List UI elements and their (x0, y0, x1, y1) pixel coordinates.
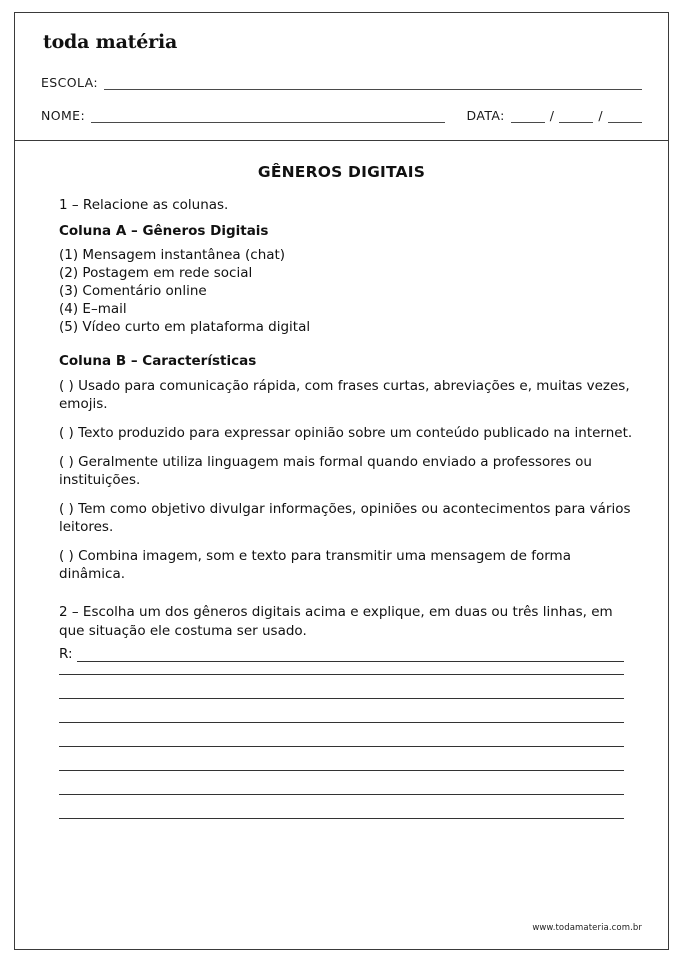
list-item: (3) Comentário online (59, 282, 207, 299)
question-2-text: 2 – Escolha um dos gêneros digitais acima e explique, em duas ou três linhas, em que situação ele costuma ser usado. (59, 604, 613, 639)
date-day-line[interactable] (511, 111, 545, 123)
answer-area (59, 646, 624, 819)
answer-first-row (59, 646, 624, 662)
date-field-group (445, 108, 642, 123)
date-slash-2: / (598, 108, 603, 123)
name-input-line[interactable] (91, 111, 444, 123)
date-year-line[interactable] (608, 111, 642, 123)
match-item-2[interactable]: ( ) Texto produzido para expressar opinião sobre um conteúdo publicado na internet. (59, 424, 633, 441)
worksheet-body (15, 141, 668, 819)
worksheet-page (14, 12, 669, 950)
list-item: (1) Mensagem instantânea (chat) (59, 247, 286, 263)
match-item-3[interactable]: ( ) Geralmente utiliza linguagem mais formal quando enviado a professores ou instituições. (59, 454, 592, 489)
date-label: DATA: (466, 108, 505, 123)
answer-line-5[interactable] (59, 745, 624, 747)
school-input-line[interactable] (104, 78, 642, 90)
column-b-title: Coluna B – Características (59, 352, 257, 369)
match-item-4[interactable]: ( ) Tem como objetivo divulgar informações, opiniões ou acontecimentos para vários leitores. (59, 501, 631, 536)
answer-line-6[interactable] (59, 769, 624, 771)
match-item-1[interactable]: ( ) Usado para comunicação rápida, com frases curtas, abreviações e, muitas vezes, emojis. (59, 377, 630, 412)
answer-line-4[interactable] (59, 721, 624, 723)
answer-line-8[interactable] (59, 817, 624, 819)
school-label: ESCOLA: (41, 75, 98, 90)
date-month-line[interactable] (559, 111, 593, 123)
match-item-5[interactable]: ( ) Combina imagem, som e texto para transmitir uma mensagem de forma dinâmica. (59, 548, 571, 583)
answer-line-7[interactable] (59, 793, 624, 795)
footer-url: www.todamateria.com.br (532, 923, 642, 933)
answer-line-2[interactable] (59, 673, 624, 675)
date-slash-1: / (549, 108, 555, 123)
school-field-row (41, 75, 642, 90)
list-item: (2) Postagem em rede social (59, 264, 253, 281)
answer-label: R: (59, 645, 73, 662)
answer-line-3[interactable] (59, 697, 624, 699)
column-a-list (59, 247, 638, 337)
name-date-field-row (41, 108, 642, 123)
page-title: GÊNEROS DIGITAIS (257, 163, 426, 181)
list-item: (4) E–mail (59, 300, 127, 317)
name-label: NOME: (41, 108, 86, 123)
answer-line-1[interactable] (77, 649, 624, 662)
question-1-text: 1 – Relacione as colunas. (59, 197, 229, 213)
brand-logo: toda matéria (43, 31, 178, 53)
column-a-title: Coluna A – Gêneros Digitais (59, 223, 269, 239)
list-item: (5) Vídeo curto em plataforma digital (59, 318, 311, 335)
worksheet-header (15, 13, 668, 141)
